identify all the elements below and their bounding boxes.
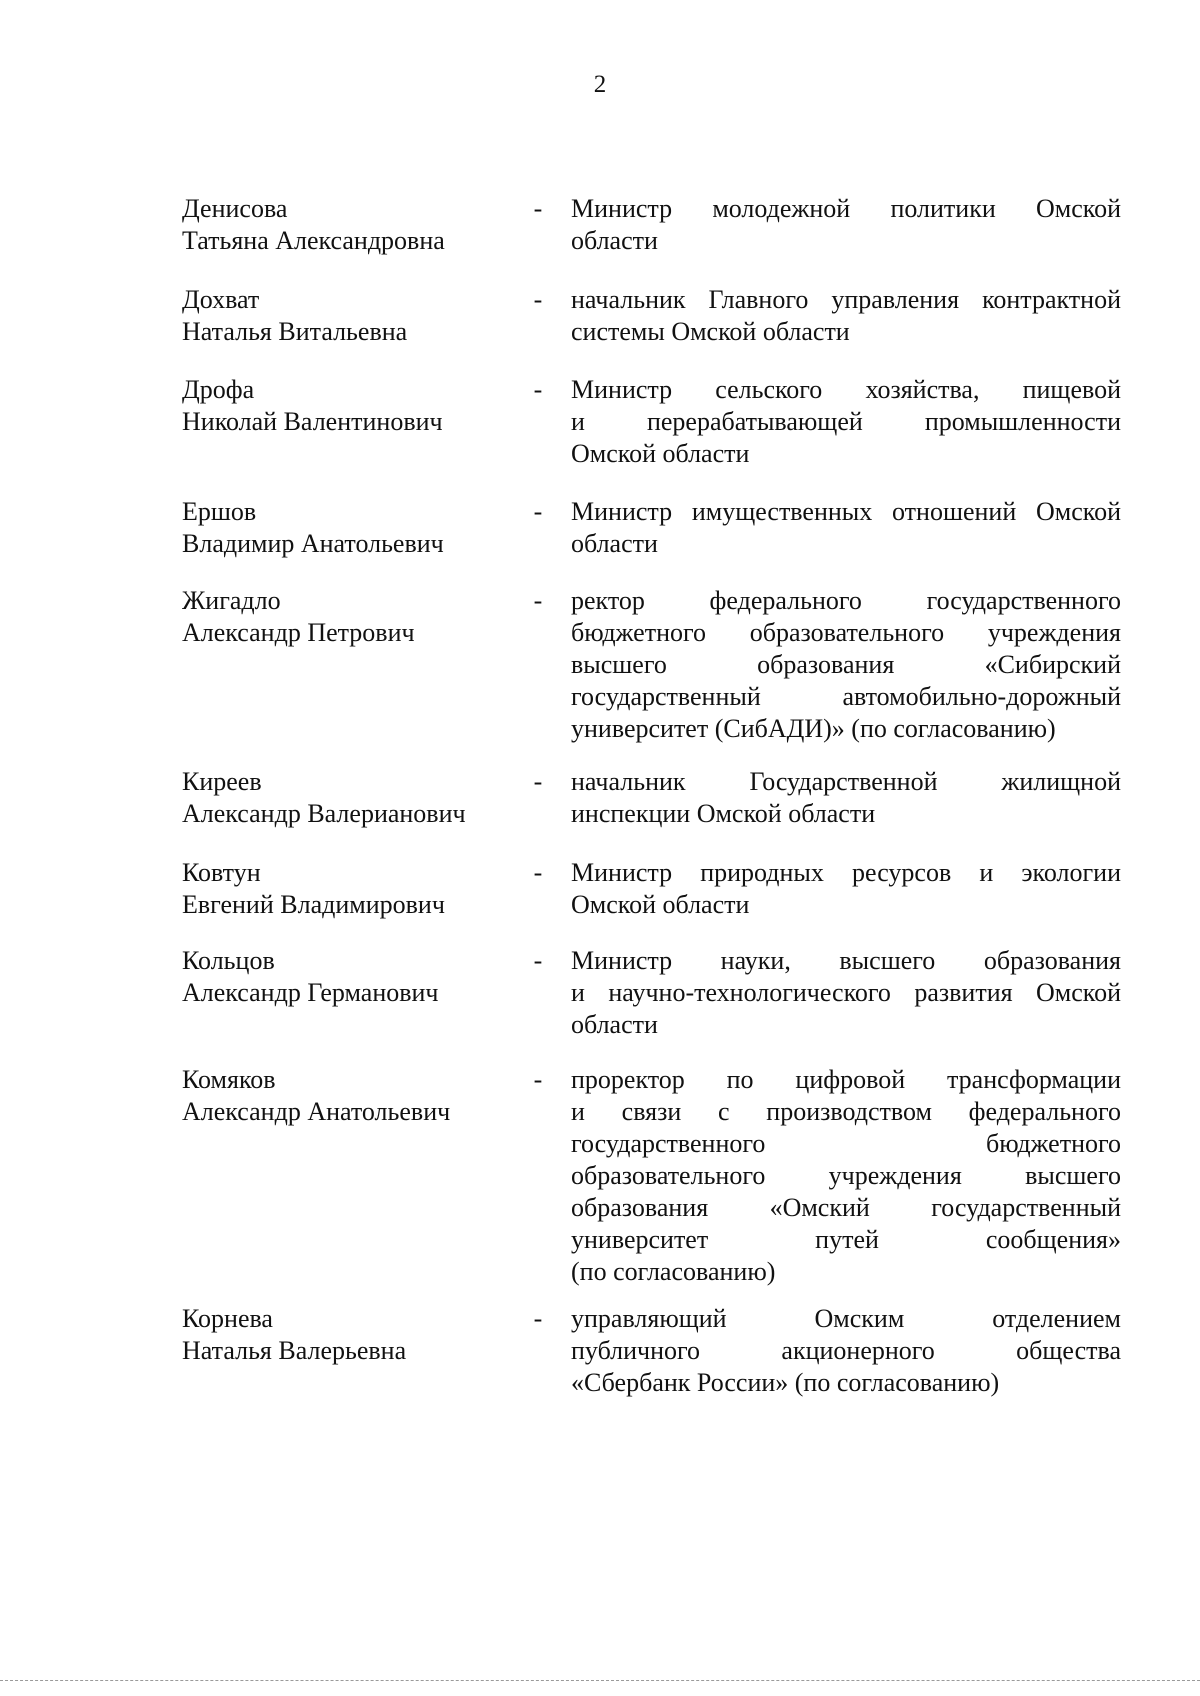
position-line: Омской области bbox=[571, 890, 750, 919]
member-name bbox=[182, 374, 512, 438]
position-line: области bbox=[571, 529, 658, 558]
separator-dash: - bbox=[533, 375, 543, 404]
separator-dash: - bbox=[533, 194, 543, 223]
member-given-names: Наталья Валерьевна bbox=[182, 1336, 407, 1365]
member-position bbox=[571, 496, 1121, 560]
member-name bbox=[182, 585, 512, 649]
member-name bbox=[182, 496, 512, 560]
member-position bbox=[571, 585, 1121, 745]
member-surname: Дрофа bbox=[182, 375, 255, 404]
separator-dash: - bbox=[533, 946, 543, 975]
position-line: и связи с производством федерального bbox=[571, 1097, 1121, 1126]
member-surname: Ковтун bbox=[182, 858, 261, 887]
member-given-names: Николай Валентинович bbox=[182, 407, 443, 436]
member-position bbox=[571, 193, 1121, 257]
member-position bbox=[571, 857, 1121, 921]
member-surname: Дохват bbox=[182, 285, 260, 314]
member-given-names: Владимир Анатольевич bbox=[182, 529, 444, 558]
position-line: области bbox=[571, 226, 658, 255]
member-name bbox=[182, 766, 512, 830]
member-given-names: Евгений Владимирович bbox=[182, 890, 445, 919]
position-line: ректор федерального государственного bbox=[571, 586, 1121, 615]
position-line: инспекции Омской области bbox=[571, 799, 876, 828]
member-name bbox=[182, 857, 512, 921]
member-position bbox=[571, 284, 1121, 348]
position-line: области bbox=[571, 1010, 658, 1039]
member-position bbox=[571, 1303, 1121, 1399]
member-position bbox=[571, 1064, 1121, 1288]
member-position bbox=[571, 766, 1121, 830]
member-given-names: Александр Германович bbox=[182, 978, 439, 1007]
separator-dash: - bbox=[533, 497, 543, 526]
page-number: 2 bbox=[593, 71, 607, 98]
position-line: и научно-технологического развития Омской bbox=[571, 978, 1121, 1007]
separator-dash: - bbox=[533, 586, 543, 615]
separator-dash: - bbox=[533, 858, 543, 887]
position-line: университет (СибАДИ)» (по согласованию) bbox=[571, 714, 1056, 743]
member-surname: Киреев bbox=[182, 767, 262, 796]
member-surname: Жигадло bbox=[182, 586, 281, 615]
member-name bbox=[182, 1303, 512, 1367]
position-line: Министр сельского хозяйства, пищевой bbox=[571, 375, 1121, 404]
member-name bbox=[182, 193, 512, 257]
scan-edge-line bbox=[0, 1680, 1200, 1681]
member-name bbox=[182, 945, 512, 1009]
position-line: управляющий Омским отделением bbox=[571, 1304, 1121, 1333]
position-line: бюджетного образовательного учреждения bbox=[571, 618, 1121, 647]
member-given-names: Александр Анатольевич bbox=[182, 1097, 451, 1126]
separator-dash: - bbox=[533, 285, 543, 314]
member-surname: Ершов bbox=[182, 497, 257, 526]
position-line: публичного акционерного общества bbox=[571, 1336, 1121, 1365]
position-line: государственного бюджетного bbox=[571, 1129, 1121, 1158]
member-position bbox=[571, 374, 1121, 470]
position-line: начальник Государственной жилищной bbox=[571, 767, 1121, 796]
position-line: Министр молодежной политики Омской bbox=[571, 194, 1121, 223]
position-line: «Сбербанк России» (по согласованию) bbox=[571, 1368, 1000, 1397]
member-surname: Денисова bbox=[182, 194, 288, 223]
position-line: проректор по цифровой трансформации bbox=[571, 1065, 1121, 1094]
member-name bbox=[182, 284, 512, 348]
position-line: образования «Омский государственный bbox=[571, 1193, 1121, 1222]
member-given-names: Наталья Витальевна bbox=[182, 317, 408, 346]
member-given-names: Татьяна Александровна bbox=[182, 226, 445, 255]
position-line: Министр имущественных отношений Омской bbox=[571, 497, 1121, 526]
member-given-names: Александр Валерианович bbox=[182, 799, 466, 828]
position-line: университет путей сообщения» bbox=[571, 1225, 1121, 1254]
separator-dash: - bbox=[533, 767, 543, 796]
position-line: Министр науки, высшего образования bbox=[571, 946, 1121, 975]
position-line: начальник Главного управления контрактной bbox=[571, 285, 1121, 314]
member-surname: Кольцов bbox=[182, 946, 275, 975]
member-given-names: Александр Петрович bbox=[182, 618, 415, 647]
member-surname: Комяков bbox=[182, 1065, 276, 1094]
position-line: Министр природных ресурсов и экологии bbox=[571, 858, 1121, 887]
position-line: Омской области bbox=[571, 439, 750, 468]
member-position bbox=[571, 945, 1121, 1041]
position-line: высшего образования «Сибирский bbox=[571, 650, 1121, 679]
position-line: и перерабатывающей промышленности bbox=[571, 407, 1121, 436]
member-surname: Корнева bbox=[182, 1304, 273, 1333]
separator-dash: - bbox=[533, 1304, 543, 1333]
member-name bbox=[182, 1064, 512, 1128]
position-line: (по согласованию) bbox=[571, 1257, 776, 1286]
position-line: системы Омской области bbox=[571, 317, 850, 346]
position-line: образовательного учреждения высшего bbox=[571, 1161, 1121, 1190]
separator-dash: - bbox=[533, 1065, 543, 1094]
position-line: государственный автомобильно-дорожный bbox=[571, 682, 1121, 711]
